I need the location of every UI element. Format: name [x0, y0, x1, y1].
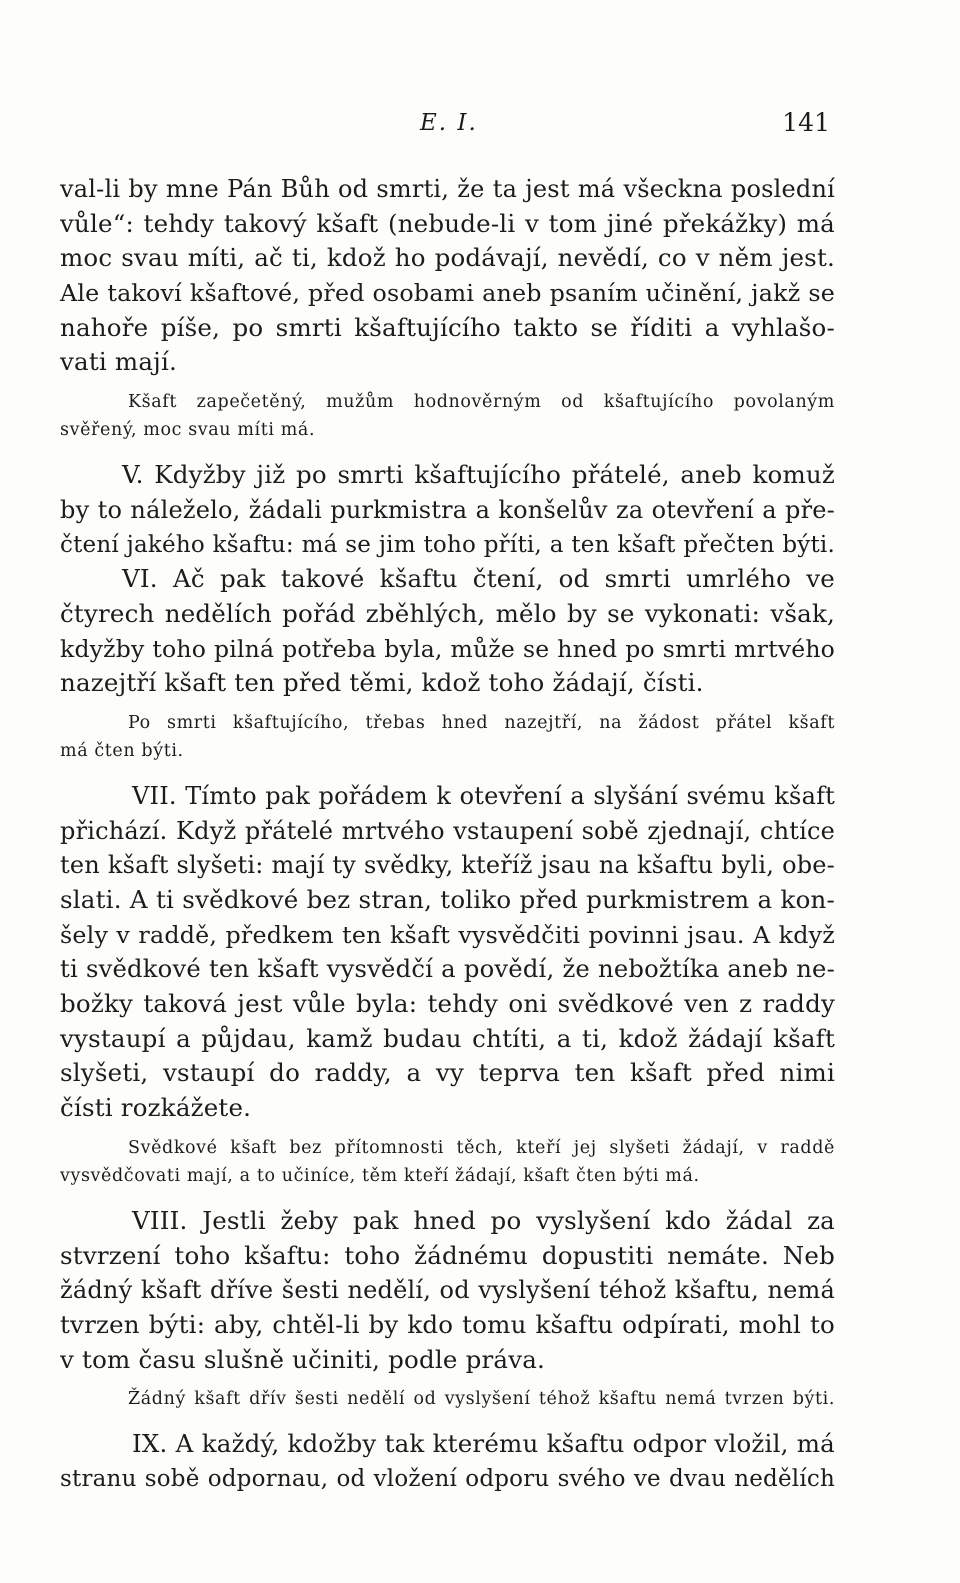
margin-summary-line: Po smrti kšaftujícího, třebas hned nazejtří, na žádost přátel kšaft: [128, 712, 835, 733]
text-line: čtyrech nedělích pořád zběhlých, mělo by se vykonati: však,: [60, 598, 835, 628]
text-line: ten kšaft slyšeti: mají ty svědky, kteříž jsau na kšaftu byli, obe-: [60, 851, 835, 880]
text-line: nazejtří kšaft ten před těmi, kdož toho žádají, čísti.: [60, 668, 704, 698]
body-text: [60, 172, 835, 1497]
paragraph-vi-line: VI. Ač pak takové kšaftu čtení, od smrti umrlého ve: [122, 564, 835, 594]
text-line: šely v raddě, předkem ten kšaft vysvědčiti povinni jsau. A když: [60, 920, 835, 949]
page-number: 141: [782, 108, 830, 137]
text-line: kdyžby toho pilná potřeba byla, může se hned po smrti mrtvého: [60, 634, 835, 663]
text-line: slyšeti, vstaupí do raddy, a vy teprva ten kšaft před nimi: [60, 1058, 835, 1088]
text-line: přichází. Když přátelé mrtvého vstaupení sobě zjednají, chtíce: [60, 816, 835, 845]
paragraph-viii-line: VIII. Jestli žeby pak hned po vyslyšení kdo žádal za: [132, 1205, 835, 1235]
text-line: moc svau míti, ač ti, kdož ho podávají, nevědí, co v něm jest.: [60, 243, 835, 273]
text-line: nahoře píše, po smrti kšaftujícího takto se říditi a vyhlašo-: [60, 312, 835, 342]
text-line: by to náleželo, žádali purkmistra a konšelův za otevření a pře-: [60, 495, 835, 524]
text-line: tvrzen býti: aby, chtěl-li by kdo tomu kšaftu odpírati, mohl to: [60, 1309, 835, 1339]
text-line: stranu sobě odpornau, od vložení odporu svého ve dvau nedělích: [60, 1465, 835, 1492]
text-line: božky taková jest vůle byla: tehdy oni svědkové ven z raddy: [60, 989, 835, 1019]
text-line: slati. A ti svědkové bez stran, toliko před purkmistrem a kon-: [60, 885, 835, 914]
paragraph-vii-line: VII. Tímto pak pořádem k otevření a slyšání svému kšaft: [132, 781, 835, 810]
page-header: [60, 104, 830, 144]
text-line: žádný kšaft dříve šesti nedělí, od vyslyšení téhož kšaftu, nemá: [60, 1276, 835, 1305]
text-line: stvrzení toho kšaftu: toho žádnému dopustiti nemáte. Neb: [60, 1240, 835, 1270]
paragraph-v-line: V. Kdyžby již po smrti kšaftujícího přátelé, aneb komuž: [122, 460, 835, 490]
running-head: E. I.: [420, 110, 478, 136]
text-line: Ale takoví kšaftové, před osobami aneb psaním učinění, jakž se: [60, 279, 835, 308]
text-line: čtení jakého kšaftu: má se jim toho příti, a ten kšaft přečten býti.: [60, 531, 835, 558]
margin-summary-line: má čten býti.: [60, 740, 184, 761]
text-line: val-li by mne Pán Bůh od smrti, že ta jest má všeckna poslední: [60, 175, 835, 203]
margin-summary-line: vysvědčovati mají, a to učiníce, těm kteří žádají, kšaft čten býti má.: [60, 1165, 700, 1186]
text-line: vystaupí a půjdau, kamž budau chtíti, a ti, kdož žádají kšaft: [60, 1023, 835, 1053]
margin-summary-line: Žádný kšaft dřív šesti nedělí od vyslyšení téhož kšaftu nemá tvrzen býti.: [128, 1389, 835, 1410]
margin-summary-line: Kšaft zapečetěný, mužům hodnověrným od kšaftujícího povolaným: [128, 392, 835, 413]
text-line: v tom času slušně učiniti, podle práva.: [60, 1344, 546, 1374]
margin-summary-line: Svědkové kšaft bez přítomnosti těch, kteří jej slyšeti žádají, v raddě: [128, 1137, 835, 1158]
margin-summary-line: svěřený, moc svau míti má.: [60, 420, 316, 441]
text-line: vati mají.: [60, 347, 177, 377]
text-line: ti svědkové ten kšaft vysvědčí a povědí, že nebožtíka aneb ne-: [60, 954, 835, 984]
text-line: čísti rozkážete.: [60, 1093, 252, 1123]
paragraph-ix-line: IX. A každý, kdožby tak kterému kšaftu odpor vložil, má: [132, 1429, 835, 1459]
text-line: vůle“: tehdy takový kšaft (nebude-li v tom jiné překážky) má: [60, 208, 835, 238]
